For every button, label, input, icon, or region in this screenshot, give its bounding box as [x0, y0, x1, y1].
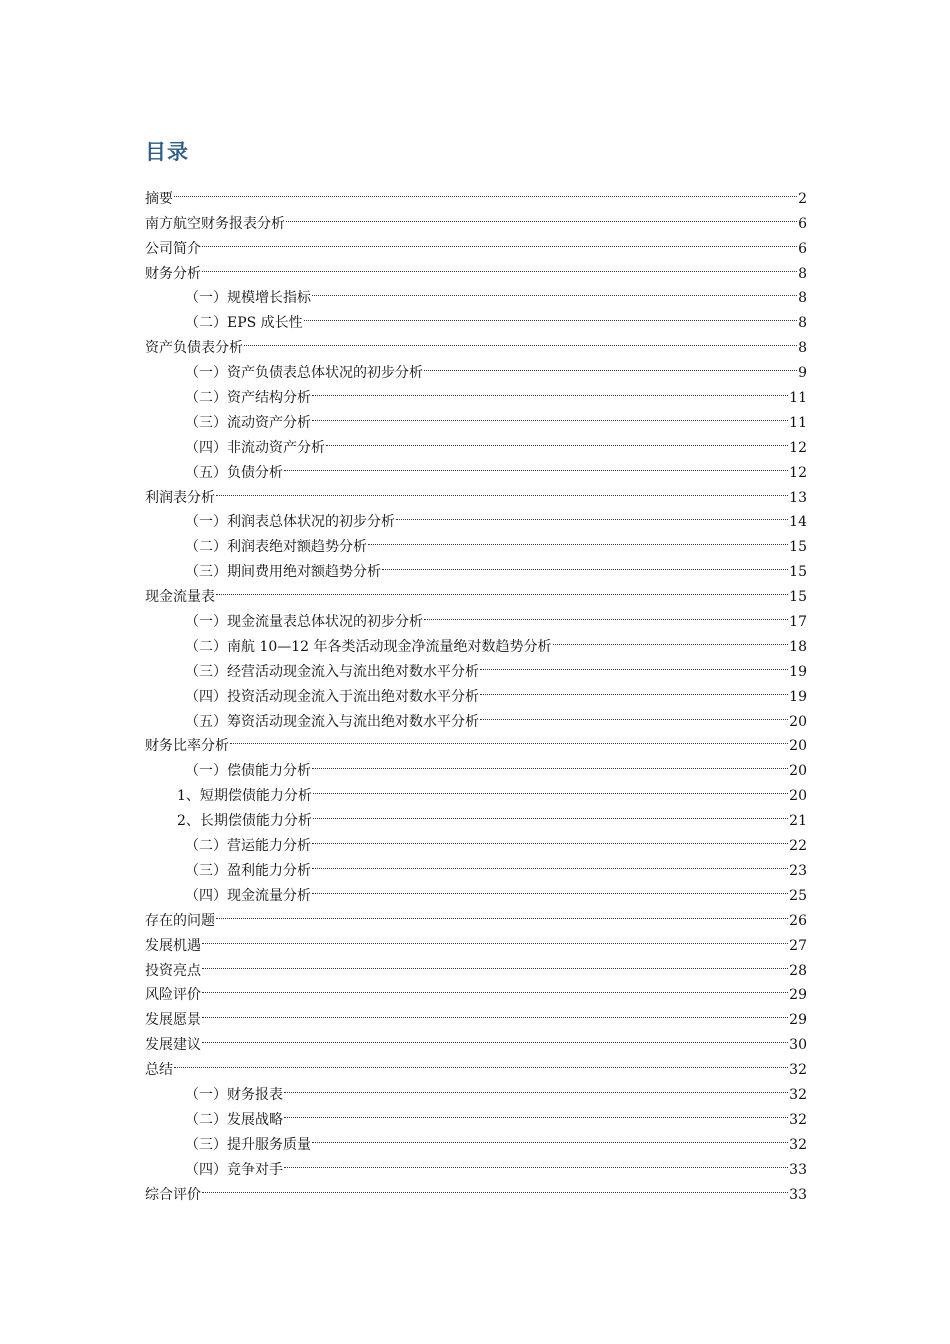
toc-entry-label: （二）资产结构分析 [185, 390, 311, 407]
toc-dot-leader [326, 427, 788, 452]
toc-dot-leader [396, 502, 788, 527]
toc-entry-label: （三）期间费用绝对额趋势分析 [185, 564, 381, 581]
toc-entry-label: （四）非流动资产分析 [185, 439, 325, 456]
toc-dot-leader [313, 775, 788, 800]
toc-dot-leader [312, 1124, 788, 1149]
toc-entry[interactable] [145, 178, 807, 207]
toc-entry-label: （五）筹资活动现金流入与流出绝对数水平分析 [185, 713, 479, 730]
toc-entry-label: （二）发展战略 [185, 1111, 283, 1128]
toc-entry-label: 摘要 [145, 190, 173, 207]
toc-entry-page-number: 30 [789, 1037, 807, 1054]
toc-entry-page-number: 32 [789, 1111, 807, 1128]
toc-entry[interactable] [145, 327, 807, 357]
toc-entry-page-number: 20 [789, 763, 807, 780]
toc-entry-page-number: 20 [789, 713, 807, 730]
toc-entry-label: 发展愿景 [145, 1012, 201, 1029]
toc-entry-label: 1、短期偿债能力分析 [177, 788, 312, 805]
toc-dot-leader [284, 452, 788, 477]
toc-dot-leader [424, 352, 797, 377]
toc-dot-leader [382, 551, 788, 576]
toc-entry-page-number: 15 [789, 564, 807, 581]
toc-entry[interactable] [145, 726, 807, 755]
toc-dot-leader [480, 701, 788, 726]
toc-entry-label: （五）负债分析 [185, 464, 283, 481]
toc-entry-page-number: 15 [789, 589, 807, 606]
toc-dot-leader [284, 1149, 788, 1174]
toc-entry-page-number: 8 [798, 265, 807, 282]
toc-entry[interactable] [145, 999, 807, 1029]
toc-entry[interactable] [145, 750, 807, 780]
toc-dot-leader [553, 626, 789, 651]
toc-entry-label: （一）利润表总体状况的初步分析 [185, 514, 395, 531]
toc-entry[interactable] [145, 1049, 807, 1079]
toc-entry-page-number: 2 [798, 190, 807, 207]
toc-dot-leader [216, 477, 788, 502]
toc-dot-leader [312, 850, 788, 875]
toc-entry[interactable] [145, 203, 807, 232]
toc-entry-page-number: 11 [789, 390, 807, 407]
toc-entry-page-number: 20 [789, 738, 807, 755]
toc-entry-label: 现金流量表 [145, 589, 215, 606]
toc-entry-label: 财务分析 [145, 265, 201, 282]
toc-entry-page-number: 15 [789, 539, 807, 556]
toc-entry[interactable] [145, 975, 807, 1004]
toc-dot-leader [202, 1024, 788, 1049]
toc-entry[interactable] [145, 601, 807, 631]
toc-entry-page-number: 6 [798, 240, 807, 257]
toc-list [145, 178, 807, 1203]
toc-entry[interactable] [145, 900, 807, 929]
toc-entry-label: （三）流动资产分析 [185, 414, 311, 431]
toc-dot-leader [284, 1099, 788, 1124]
toc-dot-leader [313, 800, 788, 825]
toc-entry-page-number: 19 [789, 663, 807, 680]
toc-entry-label: （四）竞争对手 [185, 1161, 283, 1178]
toc-title: 目录 [145, 139, 189, 164]
toc-entry-page-number: 18 [789, 638, 807, 655]
toc-entry-label: 财务比率分析 [145, 738, 229, 755]
toc-entry-label: 综合评价 [145, 1186, 201, 1203]
toc-entry-page-number: 23 [789, 862, 807, 879]
toc-entry-page-number: 13 [789, 489, 807, 506]
toc-dot-leader [202, 253, 797, 278]
toc-entry-label: （三）盈利能力分析 [185, 862, 311, 879]
toc-entry[interactable] [145, 502, 807, 531]
toc-entry-label: （三）提升服务质量 [185, 1136, 311, 1153]
toc-entry[interactable] [145, 228, 807, 257]
toc-entry-page-number: 8 [798, 340, 807, 357]
toc-entry-label: （一）财务报表 [185, 1086, 283, 1103]
toc-dot-leader [312, 750, 788, 775]
toc-entry-page-number: 33 [789, 1161, 807, 1178]
toc-entry[interactable] [145, 352, 807, 382]
toc-dot-leader [202, 950, 788, 975]
toc-entry-label: （二）EPS 成长性 [185, 315, 303, 332]
toc-entry[interactable] [145, 278, 807, 307]
toc-entry-label: 发展建议 [145, 1037, 201, 1054]
toc-dot-leader [202, 925, 788, 950]
toc-dot-leader [284, 1074, 788, 1099]
toc-entry[interactable] [145, 253, 807, 282]
toc-dot-leader [480, 676, 788, 701]
toc-dot-leader [202, 1174, 788, 1199]
toc-entry-page-number: 29 [789, 987, 807, 1004]
toc-entry[interactable] [145, 1024, 807, 1054]
toc-dot-leader [312, 825, 788, 850]
toc-dot-leader [174, 178, 797, 203]
toc-dot-leader [174, 1049, 788, 1074]
toc-entry-page-number: 32 [789, 1062, 807, 1079]
toc-dot-leader [230, 726, 788, 751]
toc-entry[interactable] [145, 925, 807, 954]
toc-dot-leader [312, 402, 788, 427]
toc-entry-label: （二）营运能力分析 [185, 838, 311, 855]
toc-dot-leader [202, 999, 788, 1024]
toc-entry-page-number: 29 [789, 1012, 807, 1029]
toc-dot-leader [216, 576, 788, 601]
toc-entry-label: 存在的问题 [145, 912, 215, 929]
toc-entry-label: 投资亮点 [145, 962, 201, 979]
toc-entry-page-number: 21 [789, 813, 807, 830]
toc-entry[interactable] [145, 576, 807, 606]
toc-entry-page-number: 33 [789, 1186, 807, 1203]
toc-dot-leader [202, 975, 788, 1000]
toc-entry-page-number: 11 [789, 414, 807, 431]
toc-dot-leader [424, 601, 788, 626]
toc-dot-leader [312, 875, 788, 900]
toc-dot-leader [312, 278, 797, 303]
toc-entry-label: （一）现金流量表总体状况的初步分析 [185, 614, 423, 631]
toc-entry-page-number: 12 [789, 464, 807, 481]
toc-entry-label: （二）南航 10—12 年各类活动现金净流量绝对数趋势分析 [185, 638, 552, 655]
toc-entry-page-number: 14 [789, 514, 807, 531]
toc-dot-leader [216, 900, 788, 925]
toc-entry-page-number: 19 [789, 688, 807, 705]
toc-entry-label: 南方航空财务报表分析 [145, 215, 285, 232]
toc-entry-label: （四）投资活动现金流入于流出绝对数水平分析 [185, 688, 479, 705]
toc-entry-page-number: 27 [789, 937, 807, 954]
toc-entry-page-number: 20 [789, 788, 807, 805]
toc-entry-label: （二）利润表绝对额趋势分析 [185, 539, 367, 556]
toc-entry-label: （三）经营活动现金流入与流出绝对数水平分析 [185, 663, 479, 680]
toc-entry-label: 总结 [145, 1062, 173, 1079]
toc-entry-label: （四）现金流量分析 [185, 887, 311, 904]
toc-entry-page-number: 8 [798, 290, 807, 307]
toc-entry-label: （一）偿债能力分析 [185, 763, 311, 780]
toc-entry-page-number: 9 [798, 365, 807, 382]
toc-entry-label: （一）资产负债表总体状况的初步分析 [185, 365, 423, 382]
toc-entry-page-number: 8 [798, 315, 807, 332]
toc-dot-leader [244, 327, 797, 352]
toc-entry-label: 风险评价 [145, 987, 201, 1004]
toc-entry-label: 公司简介 [145, 240, 201, 257]
toc-entry[interactable] [145, 1174, 807, 1203]
toc-entry-page-number: 25 [789, 887, 807, 904]
toc-entry-page-number: 12 [789, 439, 807, 456]
toc-dot-leader [286, 203, 797, 228]
toc-entry-label: 2、长期偿债能力分析 [177, 813, 312, 830]
toc-entry-page-number: 17 [789, 614, 807, 631]
toc-dot-leader [368, 526, 788, 551]
toc-entry-label: 利润表分析 [145, 489, 215, 506]
toc-dot-leader [202, 228, 797, 253]
toc-entry-page-number: 22 [789, 838, 807, 855]
toc-dot-leader [304, 302, 797, 327]
toc-entry-page-number: 32 [789, 1136, 807, 1153]
toc-entry-label: 资产负债表分析 [145, 340, 243, 357]
toc-entry-page-number: 32 [789, 1086, 807, 1103]
toc-entry-page-number: 6 [798, 215, 807, 232]
toc-entry-label: 发展机遇 [145, 937, 201, 954]
toc-entry-page-number: 26 [789, 912, 807, 929]
toc-entry-page-number: 28 [789, 962, 807, 979]
toc-entry-label: （一）规模增长指标 [185, 290, 311, 307]
toc-dot-leader [312, 377, 788, 402]
toc-entry[interactable] [145, 477, 807, 506]
toc-entry[interactable] [145, 950, 807, 979]
toc-entry[interactable] [145, 1074, 807, 1103]
toc-dot-leader [480, 651, 788, 676]
